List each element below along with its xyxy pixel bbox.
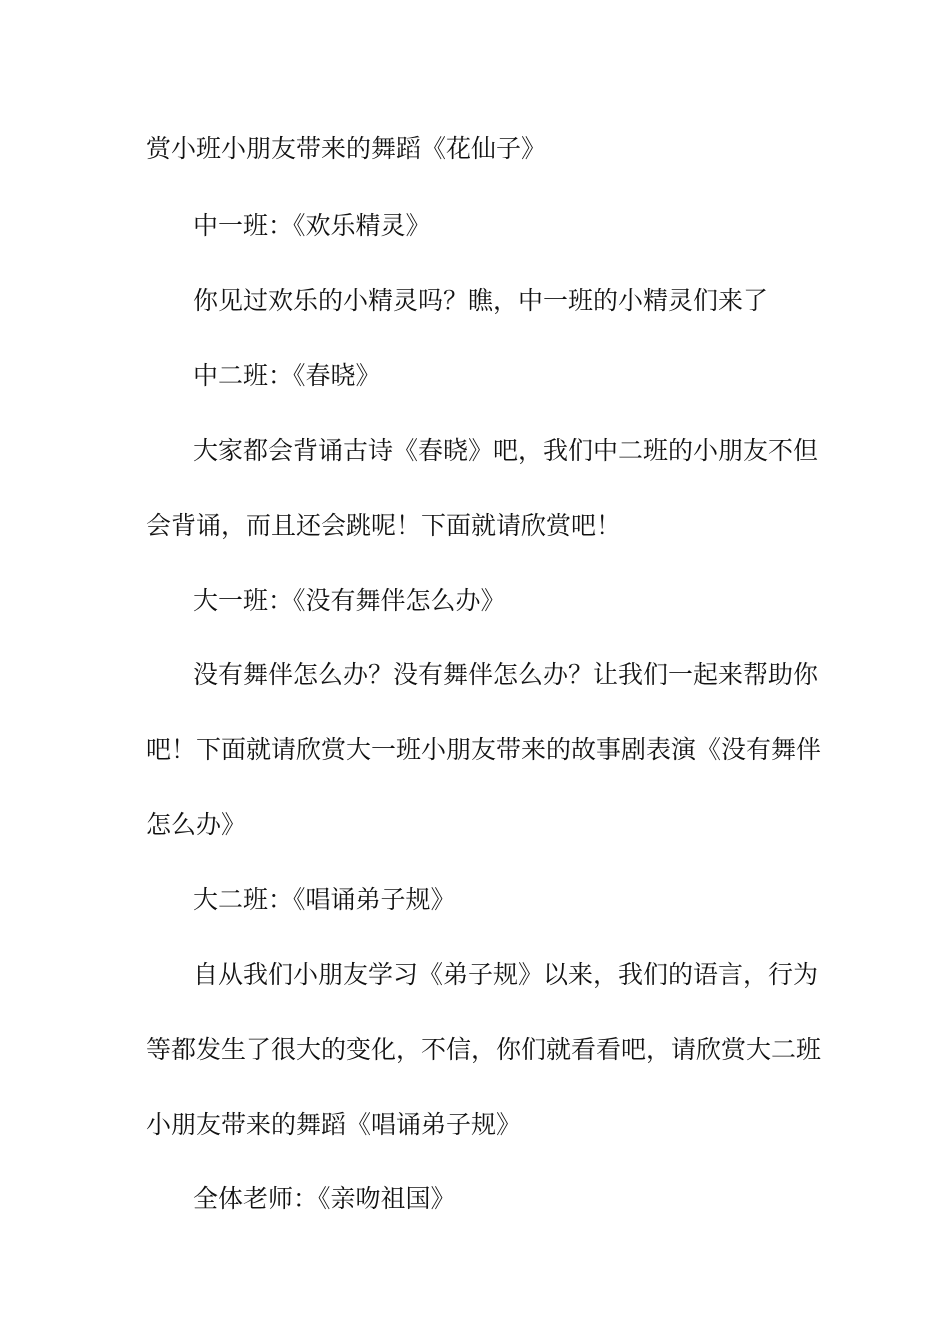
- text-line: 会背诵，而且还会跳呢！下面就请欣赏吧！: [146, 511, 622, 540]
- text-line: 等都发生了很大的变化，不信，你们就看看吧，请欣赏大二班: [146, 1035, 822, 1064]
- text-line: 吧！下面就请欣赏大一班小朋友带来的故事剧表演《没有舞伴: [146, 735, 822, 764]
- text-line: 你见过欢乐的小精灵吗？瞧，中一班的小精灵们来了: [193, 286, 769, 315]
- text-line: 没有舞伴怎么办？没有舞伴怎么办？让我们一起来帮助你: [193, 660, 819, 689]
- text-line: 赏小班小朋友带来的舞蹈《花仙子》: [146, 134, 547, 163]
- program-title-line: 中一班：《欢乐精灵》: [193, 211, 431, 240]
- text-line: 大家都会背诵古诗《春晓》吧，我们中二班的小朋友不但: [193, 436, 819, 465]
- text-line: 小朋友带来的舞蹈《唱诵弟子规》: [146, 1110, 522, 1139]
- program-title-line: 中二班：《春晓》: [193, 361, 381, 390]
- program-title-line: 大二班：《唱诵弟子规》: [193, 885, 456, 914]
- program-title-line: 全体老师：《亲吻祖国》: [193, 1184, 456, 1213]
- text-line: 自从我们小朋友学习《弟子规》以来，我们的语言，行为: [193, 960, 819, 989]
- program-title-line: 大一班：《没有舞伴怎么办》: [193, 586, 506, 615]
- text-line: 怎么办》: [146, 810, 247, 839]
